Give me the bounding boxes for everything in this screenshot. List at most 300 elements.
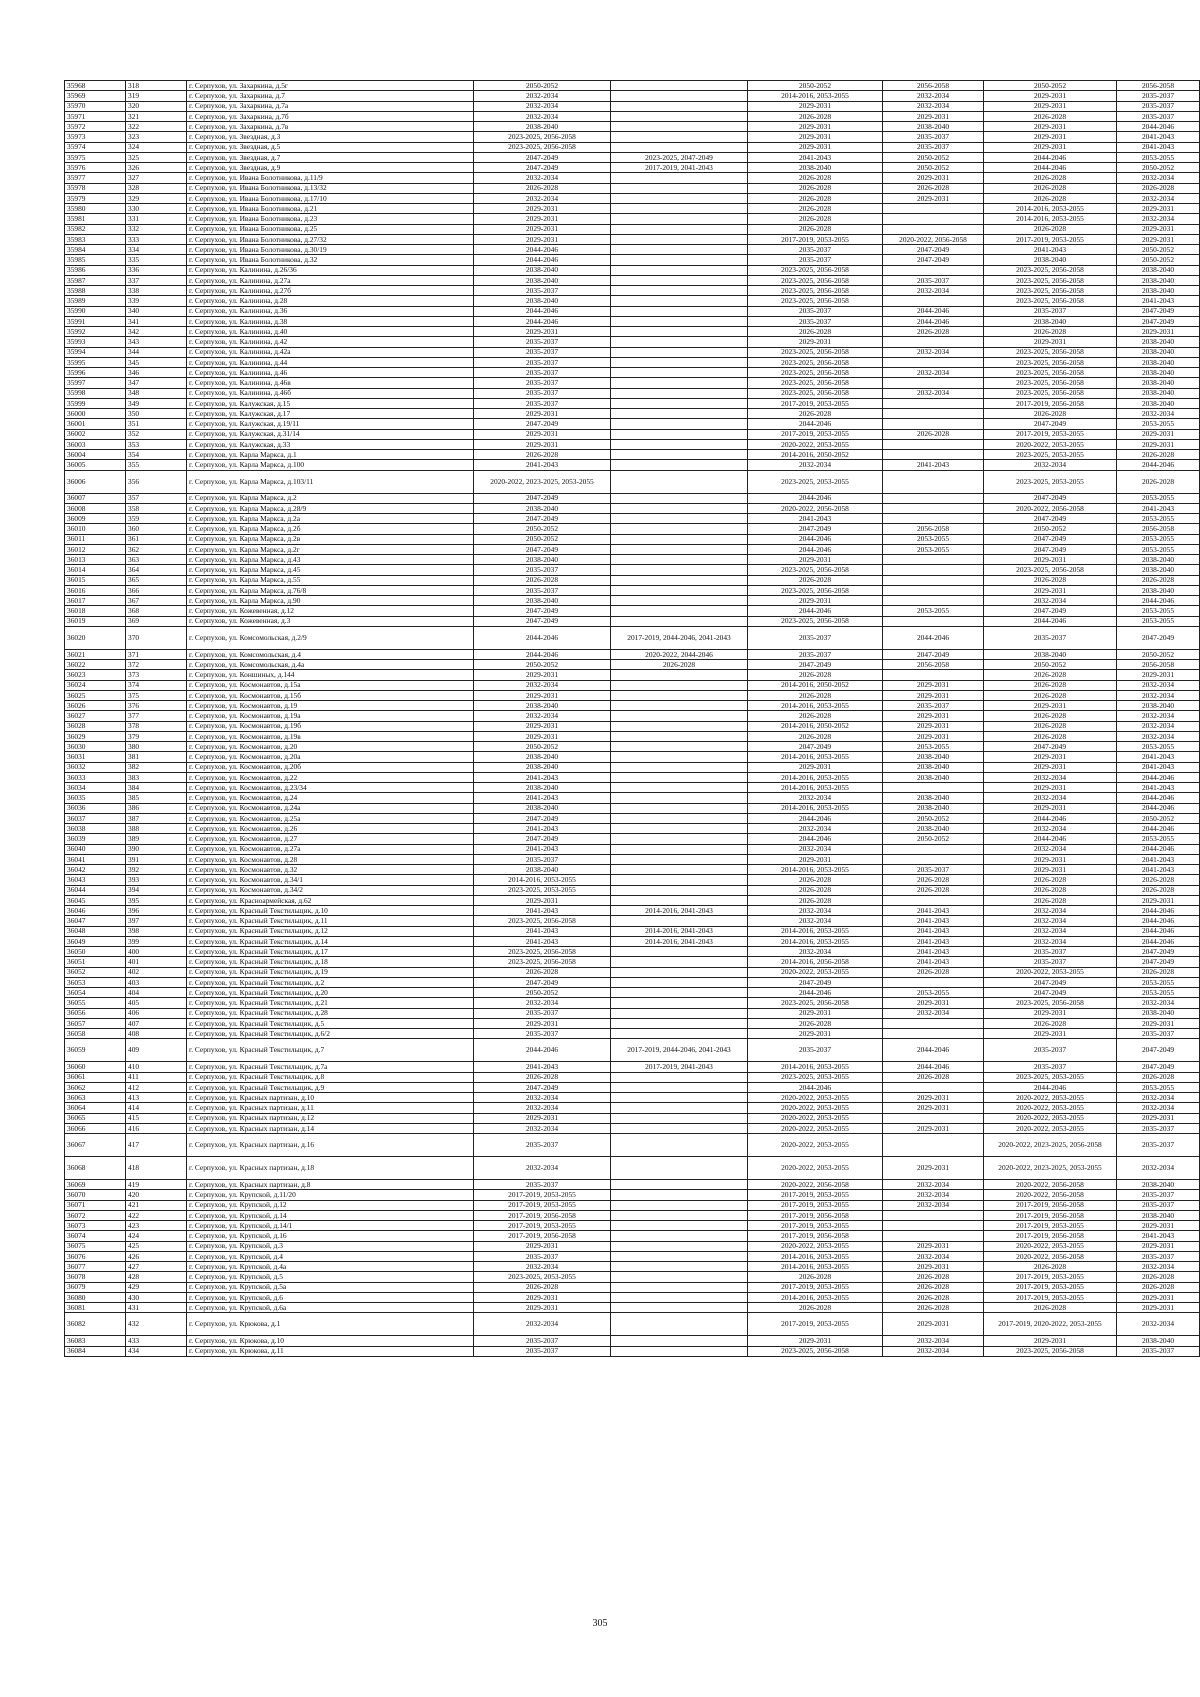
table-cell: 332: [126, 224, 187, 234]
table-cell: 2038-2040: [1117, 388, 1200, 398]
table-cell: [883, 783, 984, 793]
table-cell: 2047-2049: [984, 742, 1117, 752]
table-row: [65, 626, 1200, 649]
table-cell: 2044-2046: [748, 606, 883, 616]
table-cell: г. Серпухов, ул. Ивана Болотникова, д.11/9: [187, 173, 474, 183]
table-cell: 36055: [65, 998, 126, 1008]
table-cell: [611, 450, 748, 460]
table-cell: 2029-2031: [883, 680, 984, 690]
table-cell: 2017-2019, 2053-2055: [984, 429, 1117, 439]
table-cell: 2035-2037: [474, 565, 611, 575]
table-cell: [883, 439, 984, 449]
table-cell: 2047-2049: [1117, 947, 1200, 957]
table-cell: 36045: [65, 895, 126, 905]
table-cell: г. Серпухов, ул. Калинина, д.44: [187, 357, 474, 367]
table-cell: 2053-2055: [1117, 1082, 1200, 1092]
table-cell: [611, 544, 748, 554]
table-cell: 35991: [65, 316, 126, 326]
table-cell: 372: [126, 660, 187, 670]
table-cell: 2032-2034: [883, 388, 984, 398]
table-cell: [883, 854, 984, 864]
table-cell: г. Серпухов, ул. Карла Маркса, д.2б: [187, 524, 474, 534]
table-cell: г. Серпухов, ул. Карла Маркса, д.55: [187, 575, 474, 585]
table-cell: 2038-2040: [474, 783, 611, 793]
table-cell: 2023-2025, 2056-2058: [474, 947, 611, 957]
table-cell: 2029-2031: [984, 1336, 1117, 1346]
table-cell: 2044-2046: [883, 626, 984, 649]
table-cell: 366: [126, 585, 187, 595]
table-cell: 2020-2022, 2053-2055: [984, 967, 1117, 977]
table-row: [65, 606, 1200, 616]
table-row: [65, 503, 1200, 513]
table-cell: 341: [126, 316, 187, 326]
table-cell: 2053-2055: [883, 544, 984, 554]
table-cell: 2047-2049: [748, 742, 883, 752]
table-cell: 2029-2031: [883, 111, 984, 121]
table-cell: [611, 947, 748, 957]
table-cell: 377: [126, 711, 187, 721]
table-cell: 2017-2019, 2056-2058: [748, 1210, 883, 1220]
table-cell: [611, 824, 748, 834]
table-cell: 2050-2052: [474, 742, 611, 752]
table-cell: 2026-2028: [984, 193, 1117, 203]
table-cell: 36069: [65, 1180, 126, 1190]
table-cell: г. Серпухов, ул. Космонавтов, д.19: [187, 701, 474, 711]
table-cell: 2026-2028: [1117, 1282, 1200, 1292]
table-cell: г. Серпухов, ул. Космонавтов, д.24а: [187, 803, 474, 813]
table-cell: 2041-2043: [474, 460, 611, 470]
table-cell: 2041-2043: [984, 245, 1117, 255]
table-cell: 345: [126, 357, 187, 367]
table-row: [65, 1210, 1200, 1220]
table-cell: 418: [126, 1157, 187, 1180]
table-cell: 2041-2043: [748, 152, 883, 162]
table-cell: г. Серпухов, ул. Захаркина, д.7б: [187, 111, 474, 121]
table-cell: 2041-2043: [1117, 762, 1200, 772]
table-cell: 36040: [65, 844, 126, 854]
table-cell: 421: [126, 1200, 187, 1210]
table-cell: 2023-2025, 2053-2055: [984, 470, 1117, 493]
table-cell: 2014-2016, 2053-2055: [748, 926, 883, 936]
table-cell: [611, 1157, 748, 1180]
table-cell: [611, 306, 748, 316]
table-cell: 2032-2034: [984, 824, 1117, 834]
table-cell: 2032-2034: [748, 947, 883, 957]
table-cell: 406: [126, 1008, 187, 1018]
table-row: [65, 142, 1200, 152]
table-cell: 2026-2028: [984, 173, 1117, 183]
table-cell: 2035-2037: [1117, 1190, 1200, 1200]
table-cell: 396: [126, 906, 187, 916]
table-cell: 2044-2046: [984, 1082, 1117, 1092]
table-cell: 2035-2037: [984, 306, 1117, 316]
table-cell: 417: [126, 1134, 187, 1157]
table-cell: 2029-2031: [748, 1008, 883, 1018]
table-row: [65, 514, 1200, 524]
table-cell: 2047-2049: [984, 606, 1117, 616]
table-cell: 2035-2037: [1117, 1134, 1200, 1157]
table-cell: 2029-2031: [883, 690, 984, 700]
table-cell: 2032-2034: [474, 680, 611, 690]
table-cell: г. Серпухов, ул. Красный Текстильщик, д.8: [187, 1072, 474, 1082]
table-cell: г. Серпухов, ул. Комсомольская, д.4а: [187, 660, 474, 670]
table-cell: 2026-2028: [984, 1018, 1117, 1028]
table-cell: 2041-2043: [474, 1062, 611, 1072]
table-cell: 2026-2028: [984, 721, 1117, 731]
table-cell: 434: [126, 1346, 187, 1356]
table-cell: г. Серпухов, ул. Ивана Болотникова, д.13/32: [187, 183, 474, 193]
table-cell: 2017-2019, 2041-2043: [611, 163, 748, 173]
table-cell: 2029-2031: [883, 711, 984, 721]
table-cell: г. Серпухов, ул. Карла Маркса, д.76/8: [187, 585, 474, 595]
table-cell: 367: [126, 596, 187, 606]
table-cell: г. Серпухов, ул. Красноармейская, д.62: [187, 895, 474, 905]
table-cell: 2032-2034: [883, 91, 984, 101]
table-cell: 2029-2031: [984, 701, 1117, 711]
table-cell: [611, 721, 748, 731]
table-row: [65, 885, 1200, 895]
table-cell: 35971: [65, 111, 126, 121]
table-cell: 2047-2049: [984, 988, 1117, 998]
table-cell: 2026-2028: [748, 327, 883, 337]
table-cell: [611, 1123, 748, 1133]
table-cell: г. Серпухов, ул. Красный Текстильщик, д.17: [187, 947, 474, 957]
table-cell: г. Серпухов, ул. Крупской, д.4а: [187, 1262, 474, 1272]
table-cell: г. Серпухов, ул. Красный Текстильщик, д.6/2: [187, 1029, 474, 1039]
table-cell: 2029-2031: [748, 1029, 883, 1039]
table-cell: 2044-2046: [984, 813, 1117, 823]
table-cell: 2032-2034: [748, 824, 883, 834]
table-cell: 2017-2019, 2056-2058: [748, 1231, 883, 1241]
table-cell: 2032-2034: [984, 793, 1117, 803]
table-cell: 2026-2028: [748, 731, 883, 741]
table-row: [65, 916, 1200, 926]
table-row: [65, 224, 1200, 234]
table-cell: 381: [126, 752, 187, 762]
table-cell: 374: [126, 680, 187, 690]
table-cell: 36006: [65, 470, 126, 493]
table-cell: 2038-2040: [1117, 286, 1200, 296]
table-cell: 2041-2043: [883, 926, 984, 936]
table-cell: 2056-2058: [1117, 524, 1200, 534]
table-cell: 35987: [65, 275, 126, 285]
table-cell: 2026-2028: [984, 885, 1117, 895]
table-cell: 340: [126, 306, 187, 316]
table-row: [65, 565, 1200, 575]
table-cell: 2029-2031: [1117, 327, 1200, 337]
table-cell: 36081: [65, 1303, 126, 1313]
table-cell: 2017-2019, 2053-2055: [748, 1221, 883, 1231]
table-row: [65, 1082, 1200, 1092]
table-cell: г. Серпухов, ул. Крупской, д.5а: [187, 1282, 474, 1292]
table-cell: 2044-2046: [1117, 844, 1200, 854]
table-cell: 337: [126, 275, 187, 285]
table-cell: 2023-2025, 2056-2058: [474, 957, 611, 967]
table-cell: 2017-2019, 2053-2055: [748, 1313, 883, 1336]
table-cell: г. Серпухов, ул. Космонавтов, д.20а: [187, 752, 474, 762]
table-cell: 2029-2031: [1117, 1113, 1200, 1123]
table-cell: 36010: [65, 524, 126, 534]
table-cell: 2026-2028: [748, 885, 883, 895]
table-cell: 2035-2037: [748, 245, 883, 255]
table-cell: 2023-2025, 2056-2058: [748, 286, 883, 296]
table-cell: [611, 429, 748, 439]
table-cell: г. Серпухов, ул. Крупской, д.12: [187, 1200, 474, 1210]
table-cell: 2020-2022, 2023-2025, 2056-2058: [984, 1134, 1117, 1157]
table-cell: 2044-2046: [1117, 772, 1200, 782]
table-cell: 2014-2016, 2053-2055: [984, 214, 1117, 224]
table-cell: 349: [126, 398, 187, 408]
table-cell: 400: [126, 947, 187, 957]
table-cell: 2053-2055: [1117, 419, 1200, 429]
table-cell: 2020-2022, 2053-2055: [748, 1241, 883, 1251]
table-cell: 2014-2016, 2056-2058: [748, 957, 883, 967]
table-cell: 2029-2031: [984, 585, 1117, 595]
table-row: [65, 1103, 1200, 1113]
table-cell: 2017-2019, 2053-2055: [474, 1190, 611, 1200]
table-cell: 2023-2025, 2056-2058: [748, 998, 883, 1008]
table-cell: [611, 1346, 748, 1356]
table-cell: 36050: [65, 947, 126, 957]
table-cell: [611, 895, 748, 905]
table-cell: 2032-2034: [984, 936, 1117, 946]
table-cell: 2041-2043: [474, 906, 611, 916]
table-cell: 422: [126, 1210, 187, 1220]
table-cell: г. Серпухов, ул. Крупской, д.14/1: [187, 1221, 474, 1231]
table-cell: 2014-2016, 2053-2055: [748, 803, 883, 813]
page-number: 305: [592, 1618, 608, 1629]
table-cell: 2029-2031: [748, 142, 883, 152]
table-cell: 2044-2046: [474, 1039, 611, 1062]
table-cell: 2035-2037: [1117, 1200, 1200, 1210]
table-cell: 2029-2031: [984, 1029, 1117, 1039]
table-cell: 2047-2049: [748, 660, 883, 670]
table-cell: 2029-2031: [984, 101, 1117, 111]
table-cell: 2038-2040: [474, 865, 611, 875]
table-cell: 2050-2052: [984, 660, 1117, 670]
table-cell: 318: [126, 81, 187, 91]
table-cell: 2032-2034: [883, 1251, 984, 1261]
table-cell: 2026-2028: [984, 224, 1117, 234]
table-cell: 2044-2046: [1117, 936, 1200, 946]
table-cell: [883, 575, 984, 585]
table-cell: 2029-2031: [474, 690, 611, 700]
table-cell: 2053-2055: [1117, 152, 1200, 162]
table-cell: 2038-2040: [474, 762, 611, 772]
table-cell: 2026-2028: [984, 111, 1117, 121]
table-cell: 391: [126, 854, 187, 864]
table-cell: [611, 245, 748, 255]
table-cell: г. Серпухов, ул. Красный Текстильщик, д.14: [187, 936, 474, 946]
table-cell: 346: [126, 368, 187, 378]
table-cell: [611, 762, 748, 772]
table-cell: 2047-2049: [474, 977, 611, 987]
table-row: [65, 1346, 1200, 1356]
table-cell: 336: [126, 265, 187, 275]
table-cell: 428: [126, 1272, 187, 1282]
table-cell: 2020-2022, 2056-2058: [883, 234, 984, 244]
table-cell: [611, 1103, 748, 1113]
table-cell: 2038-2040: [883, 803, 984, 813]
table-cell: 2029-2031: [474, 1113, 611, 1123]
table-cell: 2020-2022, 2044-2046: [611, 649, 748, 659]
table-row: [65, 772, 1200, 782]
table-cell: 2035-2037: [748, 1039, 883, 1062]
table-cell: 2041-2043: [883, 906, 984, 916]
table-cell: [611, 813, 748, 823]
table-cell: 2020-2022, 2053-2055: [748, 1093, 883, 1103]
table-cell: 2044-2046: [883, 316, 984, 326]
table-cell: 2029-2031: [883, 998, 984, 1008]
table-cell: 2026-2028: [883, 1292, 984, 1302]
table-row: [65, 101, 1200, 111]
table-cell: 353: [126, 439, 187, 449]
table-cell: 2029-2031: [984, 142, 1117, 152]
table-cell: 2044-2046: [883, 1039, 984, 1062]
table-cell: г. Серпухов, ул. Калинина, д.27б: [187, 286, 474, 296]
table-cell: 2026-2028: [1117, 183, 1200, 193]
table-cell: 2029-2031: [984, 555, 1117, 565]
table-cell: [611, 460, 748, 470]
table-row: [65, 1123, 1200, 1133]
table-cell: г. Серпухов, ул. Калужская, д.17: [187, 409, 474, 419]
table-cell: г. Серпухов, ул. Калинина, д.26/36: [187, 265, 474, 275]
table-cell: г. Серпухов, ул. Красных партизан, д.18: [187, 1157, 474, 1180]
table-row: [65, 265, 1200, 275]
table-cell: 36007: [65, 493, 126, 503]
table-cell: 2053-2055: [883, 534, 984, 544]
table-cell: 2047-2049: [984, 514, 1117, 524]
table-cell: 2044-2046: [1117, 460, 1200, 470]
table-cell: 2041-2043: [883, 916, 984, 926]
table-cell: 2026-2028: [984, 895, 1117, 905]
table-row: [65, 1221, 1200, 1231]
table-row: [65, 193, 1200, 203]
table-cell: [883, 1113, 984, 1123]
table-cell: 2041-2043: [474, 793, 611, 803]
table-cell: г. Серпухов, ул. Карла Маркса, д.100: [187, 460, 474, 470]
table-cell: 2044-2046: [748, 1082, 883, 1092]
table-cell: 2044-2046: [984, 616, 1117, 626]
table-cell: 2029-2031: [748, 854, 883, 864]
table-cell: 2032-2034: [1117, 721, 1200, 731]
table-cell: [883, 357, 984, 367]
table-cell: 330: [126, 204, 187, 214]
table-cell: 2032-2034: [1117, 680, 1200, 690]
table-row: [65, 649, 1200, 659]
table-cell: 2023-2025, 2056-2058: [984, 368, 1117, 378]
table-cell: [611, 1251, 748, 1261]
table-cell: г. Серпухов, ул. Красных партизан, д.11: [187, 1103, 474, 1113]
table-cell: 2026-2028: [748, 193, 883, 203]
table-row: [65, 1262, 1200, 1272]
table-cell: 2029-2031: [474, 1018, 611, 1028]
table-cell: 2029-2031: [1117, 204, 1200, 214]
table-cell: 2044-2046: [1117, 803, 1200, 813]
table-cell: 424: [126, 1231, 187, 1241]
table-cell: 2014-2016, 2053-2055: [748, 936, 883, 946]
table-cell: 36079: [65, 1282, 126, 1292]
table-cell: 2026-2028: [748, 1272, 883, 1282]
table-cell: 2026-2028: [1117, 470, 1200, 493]
table-cell: 2044-2046: [883, 1062, 984, 1072]
table-cell: 2029-2031: [1117, 895, 1200, 905]
table-cell: 2044-2046: [474, 245, 611, 255]
table-cell: г. Серпухов, ул. Карла Маркса, д.45: [187, 565, 474, 575]
table-cell: [611, 493, 748, 503]
table-cell: 2044-2046: [984, 163, 1117, 173]
table-cell: 365: [126, 575, 187, 585]
table-cell: [611, 1241, 748, 1251]
table-cell: г. Серпухов, ул. Космонавтов, д.32: [187, 865, 474, 875]
table-cell: 2032-2034: [748, 793, 883, 803]
table-cell: 2020-2022, 2023-2025, 2053-2055: [474, 470, 611, 493]
table-cell: 2026-2028: [883, 1282, 984, 1292]
table-cell: [611, 337, 748, 347]
table-cell: 2020-2022, 2053-2055: [748, 1103, 883, 1113]
table-cell: 2044-2046: [474, 255, 611, 265]
table-cell: 36073: [65, 1221, 126, 1231]
table-cell: г. Серпухов, ул. Красных партизан, д.10: [187, 1093, 474, 1103]
table-cell: 2032-2034: [883, 1180, 984, 1190]
table-cell: [611, 670, 748, 680]
table-cell: г. Серпухов, ул. Калужская, д.15: [187, 398, 474, 408]
table-row: [65, 555, 1200, 565]
table-cell: 411: [126, 1072, 187, 1082]
table-cell: 2038-2040: [883, 752, 984, 762]
table-cell: 2023-2025, 2056-2058: [748, 565, 883, 575]
table-cell: [611, 1282, 748, 1292]
table-cell: 392: [126, 865, 187, 875]
table-cell: 2044-2046: [883, 306, 984, 316]
table-cell: г. Серпухов, ул. Красный Текстильщик, д.5: [187, 1018, 474, 1028]
table-row: [65, 824, 1200, 834]
table-cell: 2038-2040: [1117, 378, 1200, 388]
table-cell: 2032-2034: [883, 347, 984, 357]
table-cell: [883, 493, 984, 503]
table-cell: 361: [126, 534, 187, 544]
table-cell: [611, 419, 748, 429]
table-cell: 2029-2031: [1117, 1241, 1200, 1251]
table-cell: 322: [126, 122, 187, 132]
table-cell: 2014-2016, 2053-2055: [748, 783, 883, 793]
table-cell: г. Серпухов, ул. Кожевенная, д.3: [187, 616, 474, 626]
table-cell: 2017-2019, 2053-2055: [474, 1200, 611, 1210]
table-cell: г. Серпухов, ул. Космонавтов, д.27а: [187, 844, 474, 854]
table-cell: 2035-2037: [474, 1134, 611, 1157]
table-cell: 2035-2037: [1117, 1346, 1200, 1356]
table-cell: 2017-2019, 2056-2058: [984, 398, 1117, 408]
table-cell: 36044: [65, 885, 126, 895]
table-cell: 2029-2031: [474, 731, 611, 741]
table-cell: 36078: [65, 1272, 126, 1282]
table-cell: 2032-2034: [748, 906, 883, 916]
table-row: [65, 803, 1200, 813]
table-cell: 2023-2025, 2056-2058: [984, 378, 1117, 388]
table-cell: 36015: [65, 575, 126, 585]
table-cell: [611, 1336, 748, 1346]
table-cell: 36023: [65, 670, 126, 680]
table-cell: 36051: [65, 957, 126, 967]
table-cell: 2017-2019, 2053-2055: [984, 1282, 1117, 1292]
table-cell: 2035-2037: [748, 649, 883, 659]
table-row: [65, 368, 1200, 378]
table-cell: [611, 1113, 748, 1123]
table-cell: 2047-2049: [748, 524, 883, 534]
table-cell: 2029-2031: [474, 224, 611, 234]
table-cell: 2038-2040: [1117, 337, 1200, 347]
table-cell: 2017-2019, 2053-2055: [984, 1272, 1117, 1282]
